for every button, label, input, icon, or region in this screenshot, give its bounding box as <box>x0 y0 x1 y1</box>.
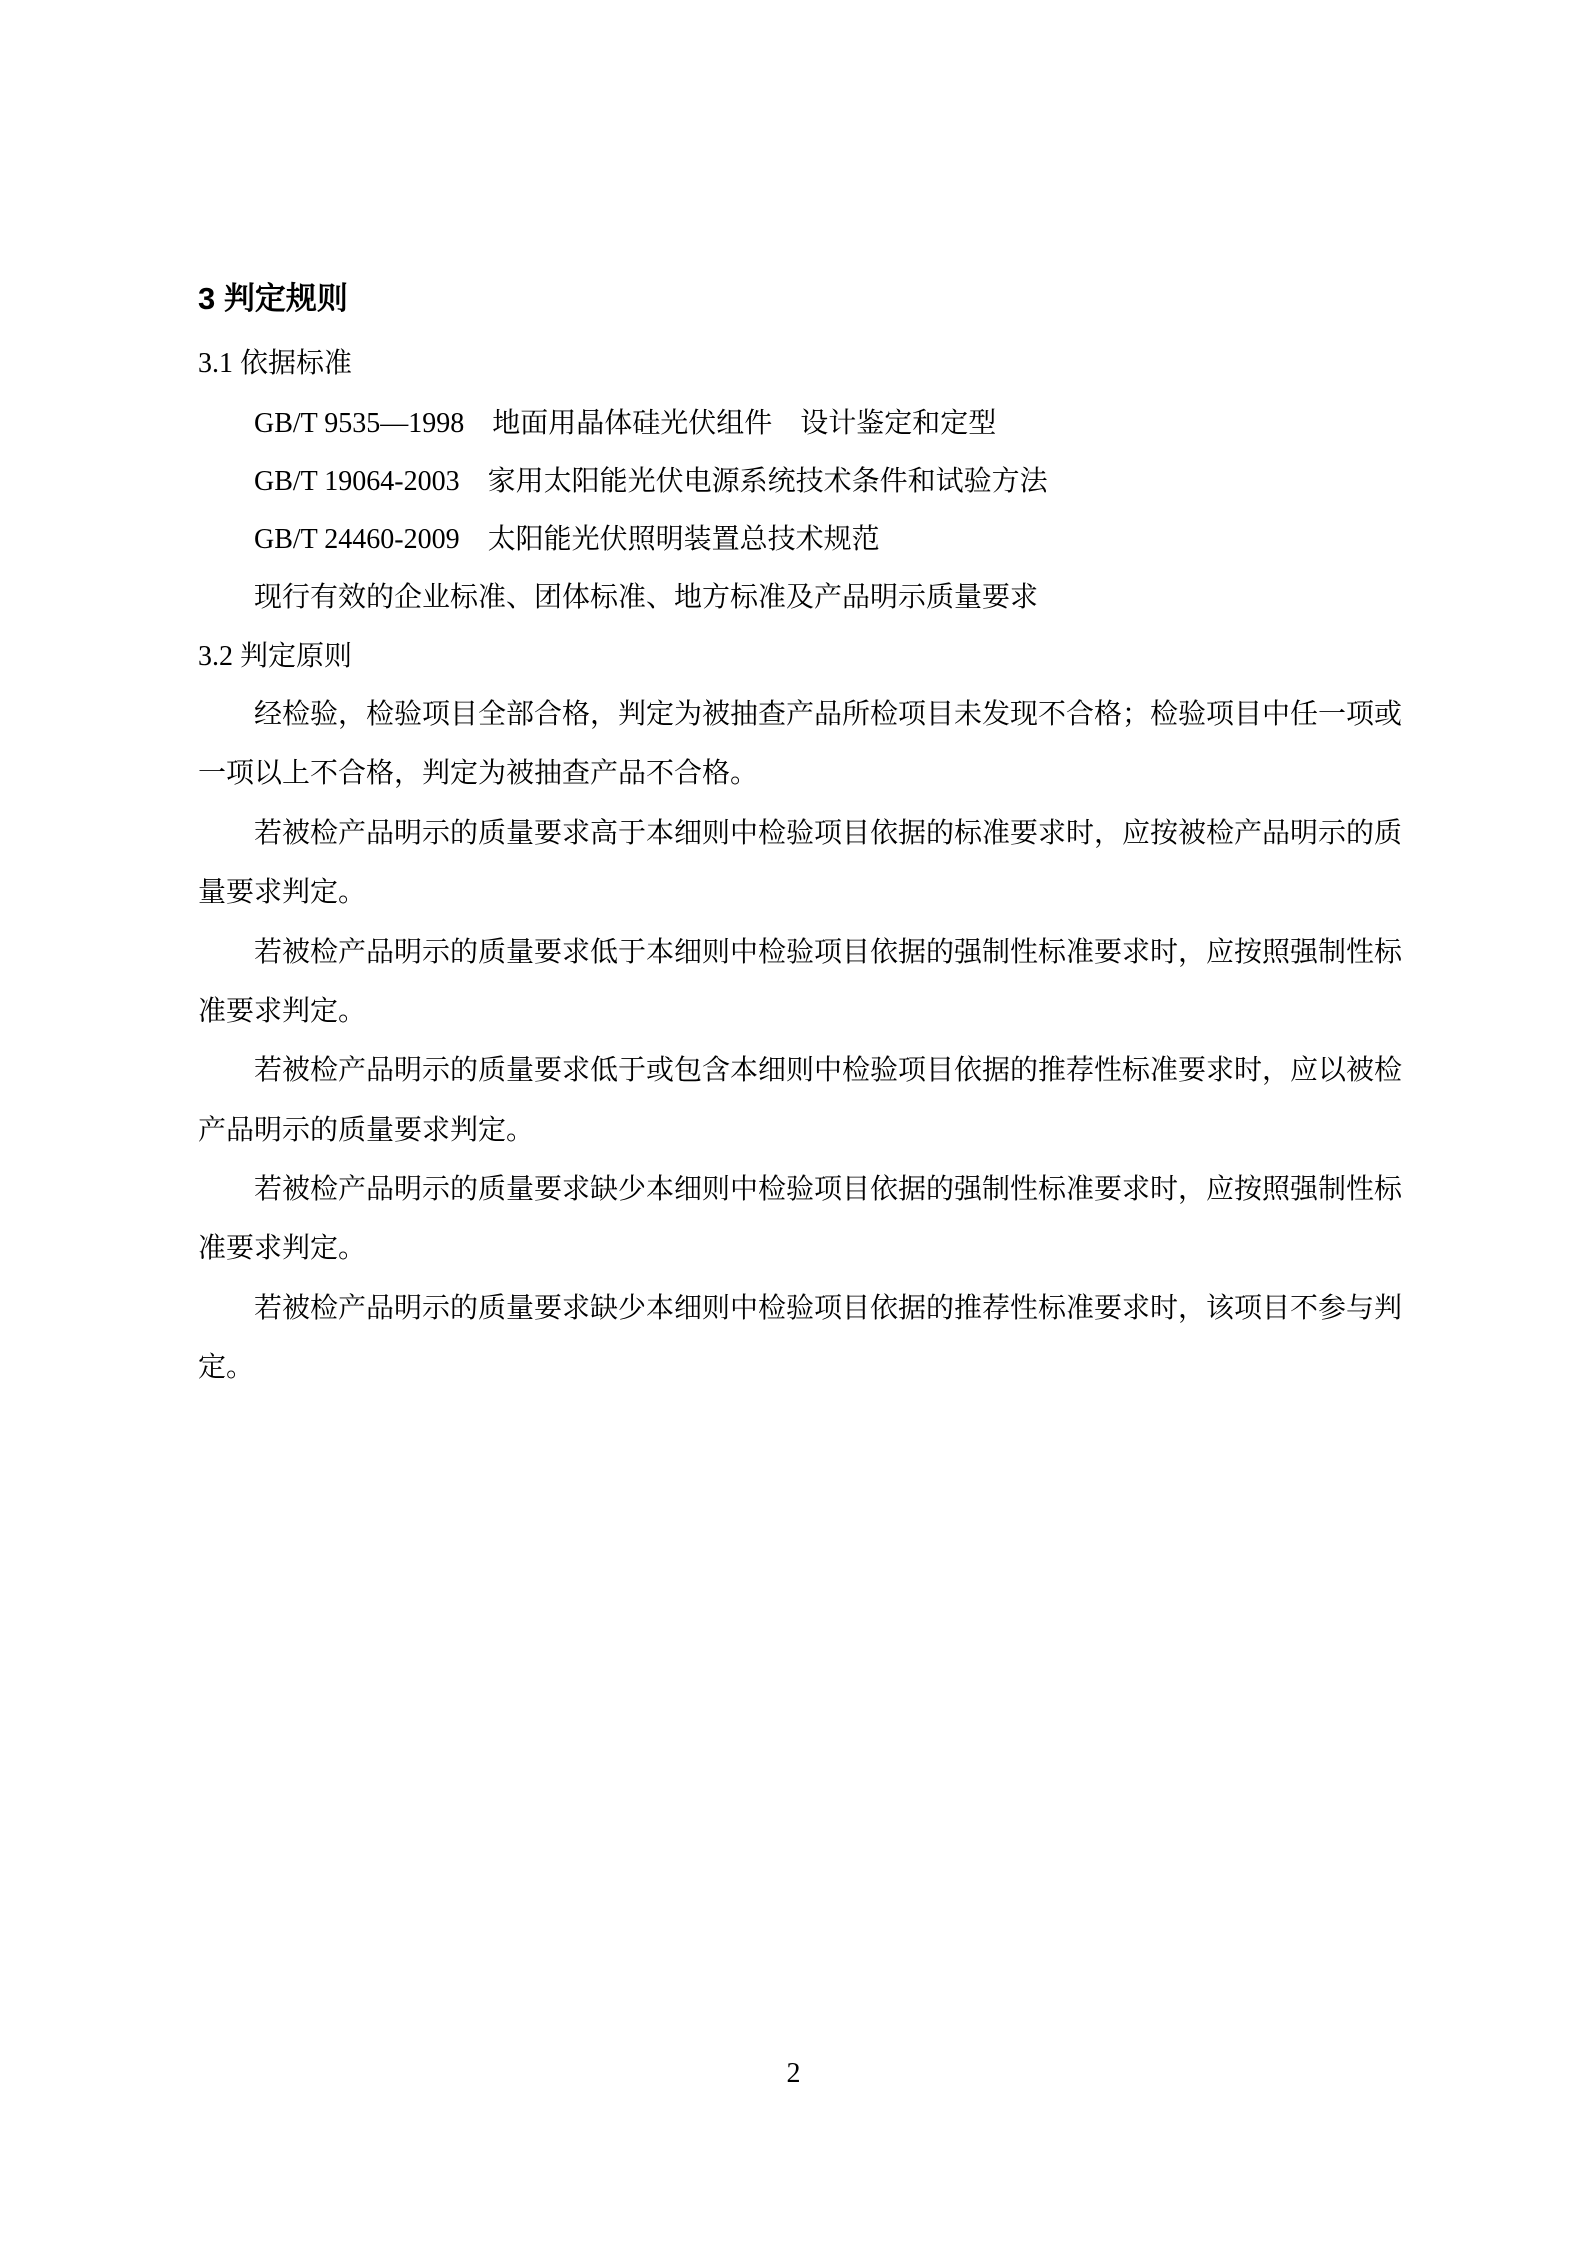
paragraph-4-line-2: 产品明示的质量要求判定。 <box>198 1115 535 1146</box>
paragraph-2-line-2: 量要求判定。 <box>198 877 367 908</box>
standard-reference-4: 现行有效的企业标准、团体标准、地方标准及产品明示质量要求 <box>254 582 1039 613</box>
standard-reference-1: GB/T 9535—1998 地面用晶体硅光伏组件 设计鉴定和定型 <box>254 408 997 439</box>
standard-reference-3: GB/T 24460-2009 太阳能光伏照明装置总技术规范 <box>254 524 880 555</box>
section-3-1-heading: 3.1 依据标准 <box>198 348 353 379</box>
paragraph-6-line-2: 定。 <box>198 1352 255 1383</box>
paragraph-6-line-1: 若被检产品明示的质量要求缺少本细则中检验项目依据的推荐性标准要求时，该项目不参与判 <box>254 1293 1403 1324</box>
paragraph-2-line-1: 若被检产品明示的质量要求高于本细则中检验项目依据的标准要求时，应按被检产品明示的质 <box>254 818 1403 849</box>
paragraph-4-line-1: 若被检产品明示的质量要求低于或包含本细则中检验项目依据的推荐性标准要求时，应以被检 <box>254 1055 1403 1086</box>
paragraph-5-line-1: 若被检产品明示的质量要求缺少本细则中检验项目依据的强制性标准要求时，应按照强制性标 <box>254 1174 1403 1205</box>
page-number: 2 <box>786 2058 801 2089</box>
paragraph-5-line-2: 准要求判定。 <box>198 1233 367 1264</box>
paragraph-1-line-2: 一项以上不合格，判定为被抽查产品不合格。 <box>198 758 759 789</box>
standard-reference-2: GB/T 19064-2003 家用太阳能光伏电源系统技术条件和试验方法 <box>254 466 1048 497</box>
paragraph-3-line-2: 准要求判定。 <box>198 996 367 1027</box>
paragraph-3-line-1: 若被检产品明示的质量要求低于本细则中检验项目依据的强制性标准要求时，应按照强制性标 <box>254 937 1403 968</box>
paragraph-1-line-1: 经检验，检验项目全部合格，判定为被抽查产品所检项目未发现不合格；检验项目中任一项或 <box>254 699 1403 730</box>
section-3-2-heading: 3.2 判定原则 <box>198 641 353 672</box>
section-3-heading: 3 判定规则 <box>198 281 348 316</box>
